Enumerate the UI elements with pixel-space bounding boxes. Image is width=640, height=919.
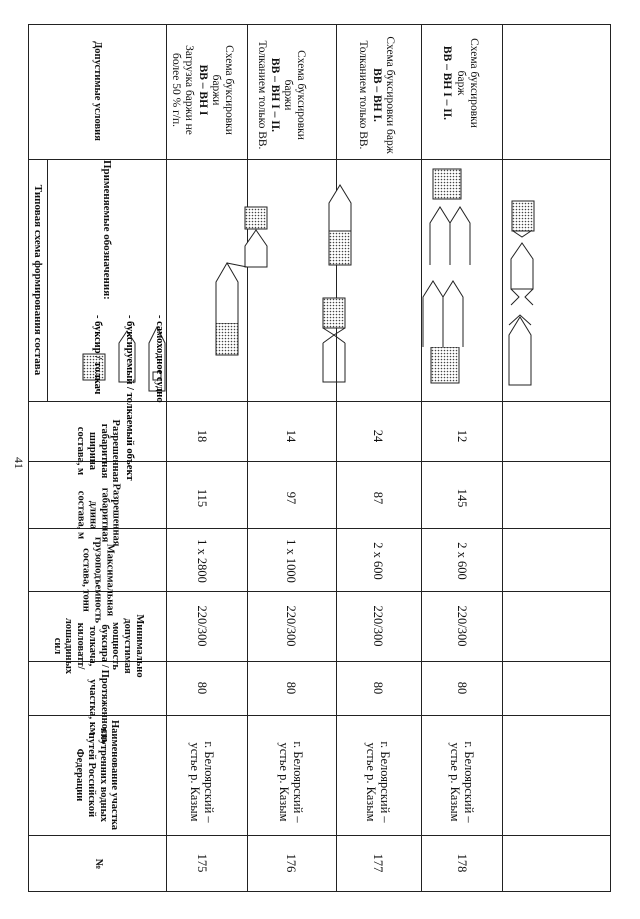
legend-item-tug: - буксир / толкач — [92, 315, 103, 395]
max-length-175: 115 — [195, 488, 209, 508]
header-max-capacity: Максимальная грузоподъемность состава, тонн — [80, 536, 116, 624]
max-length-177: 87 — [371, 491, 385, 505]
header-section-name: Наименование участка внутренних водных путей Российской Федерации — [74, 719, 121, 830]
section-177: г. Белоярский – устье р. Казым — [364, 741, 392, 823]
capacity-176: 1 х 1000 — [284, 539, 298, 583]
header-scheme: Типовая схема формирования состава — [32, 184, 45, 376]
power-176: 220/300 — [284, 605, 298, 647]
scheme-drawings — [29, 25, 612, 893]
power-177: 220/300 — [371, 605, 385, 647]
header-num: № — [92, 858, 104, 870]
length-177: 80 — [371, 681, 385, 695]
length-178: 80 — [455, 681, 469, 695]
header-max-length: Разрешенная габаритная длина состава, м — [75, 483, 122, 547]
length-176: 80 — [284, 681, 298, 695]
max-width-176: 14 — [284, 429, 298, 443]
num-175: 175 — [195, 853, 209, 873]
max-width-177: 24 — [371, 429, 385, 443]
scheme-176 — [323, 185, 351, 382]
conditions-177: Схема буксировки барж ВВ – ВН I. Толканием только ВВ. — [357, 36, 396, 154]
section-175: г. Белоярский – устье р. Казым — [188, 741, 216, 823]
capacity-177: 2 х 600 — [371, 542, 385, 580]
section-176: г. Белоярский – устье р. Казым — [277, 741, 305, 823]
scheme-177 — [423, 169, 470, 383]
num-178: 178 — [455, 853, 469, 873]
header-length: Протяженность участка, км — [87, 669, 110, 745]
length-175: 80 — [195, 681, 209, 695]
legend-item-barge: - буксируемый / толкаемый объект — [124, 315, 135, 481]
max-length-178: 145 — [455, 488, 469, 508]
convoy-table — [28, 24, 611, 892]
section-178: г. Белоярский – устье р. Казым — [448, 741, 476, 823]
page-number: 41 — [12, 457, 26, 469]
conditions-176: Схема буксировки баржи ВВ – ВН I – II. Толканием только ВВ. — [255, 40, 308, 150]
power-178: 220/300 — [455, 605, 469, 647]
legend-item-vessel: - самоходное судно — [154, 315, 165, 403]
power-175: 220/300 — [195, 605, 209, 647]
capacity-175: 1 х 2800 — [195, 539, 209, 583]
capacity-178: 2 х 600 — [455, 542, 469, 580]
header-min-power: Минимально допустимая мощность буксира / толкача, киловатт/лошадиных сил — [51, 614, 145, 678]
scheme-175 — [216, 207, 267, 355]
num-176: 176 — [284, 853, 298, 873]
header-conditions: Допустимые условия — [91, 41, 103, 141]
num-177: 177 — [371, 853, 385, 873]
legend-title: Применяемые обозначения: — [101, 160, 114, 300]
conditions-175: Схема буксировки баржи ВВ – ВН I Загрузка баржи не более 50 % г/п. — [170, 45, 236, 135]
max-width-178: 12 — [455, 429, 469, 443]
scheme-178 — [509, 201, 534, 385]
header-max-width: Разрешенная габаритная ширина состава, м — [75, 419, 122, 483]
conditions-178: Схема буксировки барж ВВ – ВН I – II. — [441, 38, 480, 128]
max-length-176: 97 — [284, 491, 298, 505]
max-width-175: 18 — [195, 429, 209, 443]
